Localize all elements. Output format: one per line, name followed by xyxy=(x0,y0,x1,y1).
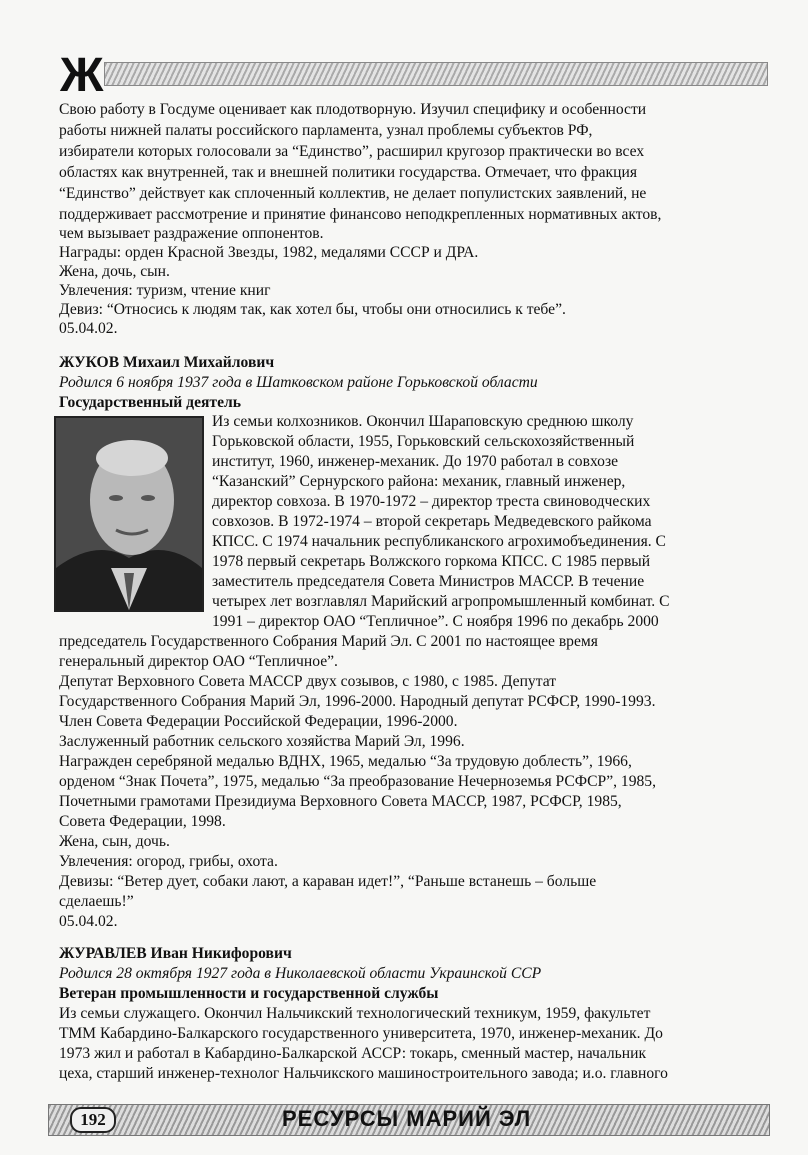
section-letter: Ж xyxy=(60,49,102,102)
portrait-photo xyxy=(54,416,204,612)
text-line: сделаешь!” xyxy=(59,893,134,910)
text-line: генеральный директор ОАО “Тепличное”. xyxy=(59,653,338,670)
text-line: Из семьи колхозников. Окончил Шараповскую среднюю школу xyxy=(212,413,634,430)
text-line: поддерживает рассмотрение и принятие финансово неподкрепленных нормативных актов, xyxy=(59,206,662,223)
entry-role: Ветеран промышленности и государственной службы xyxy=(59,985,439,1002)
text-line: чем вызывает раздражение оппонентов. xyxy=(59,225,324,242)
text-line: ТММ Кабардино-Балкарского государственного университета, 1970, инженер-механик. До xyxy=(59,1025,663,1042)
text-line: председатель Государственного Собрания Марий Эл. С 2001 по настоящее время xyxy=(59,633,598,650)
text-line: Государственного Собрания Марий Эл, 1996-2000. Народный депутат РСФСР, 1990-1993. xyxy=(59,693,656,710)
footer-title: РЕСУРСЫ МАРИЙ ЭЛ xyxy=(282,1106,532,1131)
text-line: Жена, сын, дочь. xyxy=(59,833,170,850)
text-line: Увлечения: огород, грибы, охота. xyxy=(59,853,278,870)
text-line: Из семьи служащего. Окончил Нальчикский технологический техникум, 1959, факультет xyxy=(59,1005,651,1022)
text-line: директор совхоза. В 1970-1972 – директор треста свиноводческих xyxy=(212,493,651,510)
text-line: Награжден серебряной медалью ВДНХ, 1965, медалью “За трудовую доблесть”, 1966, xyxy=(59,753,632,770)
entry-birth: Родился 28 октября 1927 года в Николаевской области Украинской ССР xyxy=(59,965,542,982)
header-band xyxy=(104,62,768,86)
text-line: Девиз: “Относись к людям так, как хотел бы, чтобы они относились к тебе”. xyxy=(59,301,566,318)
text-line: 05.04.02. xyxy=(59,320,118,337)
text-line: четырех лет возглавлял Марийский агропромышленный комбинат. С xyxy=(212,593,670,610)
text-line: Свою работу в Госдуме оценивает как плодотворную. Изучил специфику и особенности xyxy=(59,101,647,118)
entry-role: Государственный деятель xyxy=(59,394,242,411)
text-line: Совета Федерации, 1998. xyxy=(59,813,226,830)
text-line: “Казанский” Сернурского района: механик, главный инженер, xyxy=(212,473,626,490)
text-line: избиратели которых голосовали за “Единство”, расширил кругозор практически во всех xyxy=(59,143,645,160)
entry-name: ЖУРАВЛЕВ Иван Никифорович xyxy=(59,945,292,962)
text-line: институт, 1960, инженер-механик. До 1970 работал в совхозе xyxy=(212,453,619,470)
text-line: областях как внутренней, так и внешней политики государства. Отмечает, что фракция xyxy=(59,164,637,181)
text-line: Заслуженный работник сельского хозяйства Марий Эл, 1996. xyxy=(59,733,465,750)
text-line: “Единство” действует как сплоченный коллектив, не делает популистских заявлений, не xyxy=(59,185,647,202)
text-line: заместитель председателя Совета Министров МАССР. В течение xyxy=(212,573,645,590)
text-line: совхозов. В 1972-1974 – второй секретарь Медведевского райкома xyxy=(212,513,652,530)
text-line: 1991 – директор ОАО “Тепличное”. С ноября 1996 по декабрь 2000 xyxy=(212,613,659,630)
text-line: Награды: орден Красной Звезды, 1982, медалями СССР и ДРА. xyxy=(59,244,479,261)
text-line: работы нижней палаты российского парламента, узнал проблемы субъектов РФ, xyxy=(59,122,593,139)
text-line: Член Совета Федерации Российской Федерации, 1996-2000. xyxy=(59,713,458,730)
text-line: КПСС. С 1974 начальник республиканского агрохимобъединения. С xyxy=(212,533,666,550)
text-line: Депутат Верховного Совета МАССР двух созывов, с 1980, с 1985. Депутат xyxy=(59,673,557,690)
text-line: Почетными грамотами Президиума Верховного Совета МАССР, 1987, РСФСР, 1985, xyxy=(59,793,622,810)
text-line: орденом “Знак Почета”, 1975, медалью “За преобразование Нечерноземья РСФСР”, 1985, xyxy=(59,773,657,790)
text-line: 1973 жил и работал в Кабардино-Балкарской АССР: токарь, сменный мастер, начальник xyxy=(59,1045,647,1062)
entry-name: ЖУКОВ Михаил Михайлович xyxy=(59,354,275,371)
text-line: 05.04.02. xyxy=(59,913,118,930)
text-line: 1978 первый секретарь Волжского горкома КПСС. С 1985 первый xyxy=(212,553,651,570)
text-line: Горьковской области, 1955, Горьковский сельскохозяйственный xyxy=(212,433,635,450)
text-line: Жена, дочь, сын. xyxy=(59,263,170,280)
text-line: Увлечения: туризм, чтение книг xyxy=(59,282,271,299)
text-line: Девизы: “Ветер дует, собаки лают, а караван идет!”, “Раньше встанешь – больше xyxy=(59,873,597,890)
page-number: 192 xyxy=(70,1107,116,1133)
entry-birth: Родился 6 ноября 1937 года в Шатковском районе Горьковской области xyxy=(59,374,538,391)
text-line: цеха, старший инженер-технолог Нальчикского машиностроительного завода; и.о. главного xyxy=(59,1065,668,1082)
